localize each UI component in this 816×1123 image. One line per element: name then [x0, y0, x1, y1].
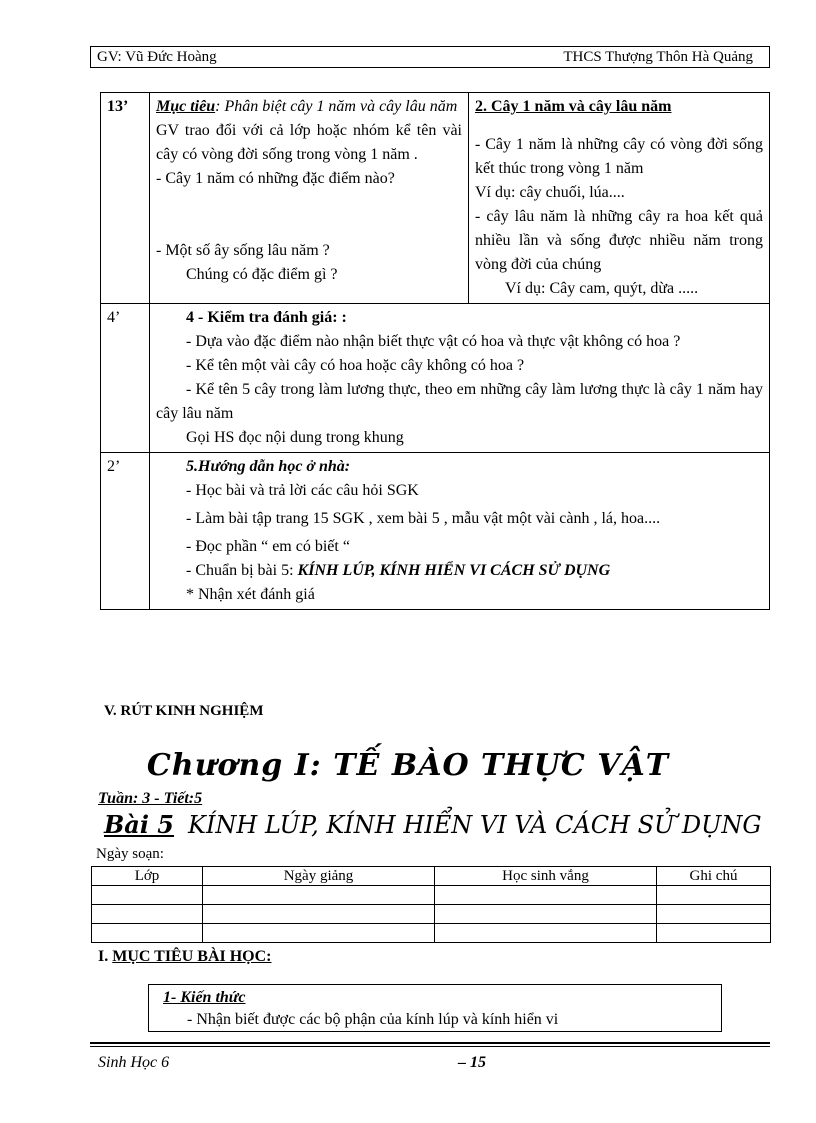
paragraph: - Làm bài tập trang 15 SGK , xem bài 5 , mẫu vật một vài cành , lá, hoa....	[186, 510, 661, 527]
question: - Một số ây sống lâu năm ?	[156, 242, 330, 259]
spacer	[156, 191, 462, 239]
week-lesson: Tuần: 3 - Tiết:5	[98, 790, 203, 807]
example: Ví dụ: Cây cam, quýt, dừa .....	[505, 280, 699, 297]
page-number: – 15	[458, 1054, 486, 1071]
paragraph: - Kể tên 5 cây trong làm lương thực, theo em những cây làm lương thực là cây 1 năm hay cây lâu năm	[156, 381, 763, 422]
teacher-name: GV: Vũ Đức Hoàng	[97, 49, 217, 65]
paragraph: * Nhận xét đánh giá	[186, 586, 315, 603]
paragraph: Gọi HS đọc nội dung trong khung	[186, 429, 404, 446]
footer-subject: Sinh Học 6	[98, 1054, 170, 1071]
class-table	[91, 866, 771, 943]
objectives-heading: I. MỤC TIÊU BÀI HỌC:	[98, 948, 272, 965]
assessment-cell	[150, 304, 770, 453]
paragraph: - Kể tên một vài cây có hoa hoặc cây không có hoa ?	[186, 357, 525, 374]
table-row	[101, 453, 770, 610]
section-title: 2. Cây 1 năm và cây lâu năm	[475, 98, 672, 115]
table-header-row	[92, 867, 771, 886]
footer-divider	[90, 1042, 770, 1044]
objective-line: Mục tiêu: Phân biệt cây 1 năm và cây lâu năm	[156, 98, 458, 115]
time-cell: 2’	[101, 453, 150, 610]
lesson-title	[104, 810, 762, 839]
homework-cell	[150, 453, 770, 610]
example: Ví dụ: cây chuối, lúa....	[475, 184, 625, 201]
knowledge-heading: 1- Kiến thức	[163, 989, 246, 1006]
page-header	[90, 46, 770, 68]
lesson-table	[100, 92, 770, 610]
table-row	[101, 304, 770, 453]
knowledge-text: - Nhận biết được các bộ phận của kính lúp và kính hiển vi	[187, 1011, 559, 1028]
question: Chúng có đặc điểm gì ?	[186, 266, 338, 283]
content-cell	[469, 93, 770, 304]
paragraph: - Chuẩn bị bài 5: KÍNH LÚP, KÍNH HIỂN VI CÁCH SỬ DỤNG	[186, 562, 611, 579]
paragraph: - Dựa vào đặc điểm nào nhận biết thực vật có hoa và thực vật không có hoa ?	[186, 333, 681, 350]
table-row	[92, 886, 771, 905]
table-row	[92, 905, 771, 924]
date-label: Ngày soạn:	[96, 846, 164, 862]
paragraph: GV trao đổi với cả lớp hoặc nhóm kể tên vài cây có vòng đời sống trong vòng 1 năm .	[156, 122, 462, 163]
footer-divider	[90, 1046, 770, 1047]
paragraph: - cây lâu năm là những cây ra hoa kết quả nhiều lần và sống được nhiều năm trong vòng đời của chúng	[475, 208, 763, 273]
section-title: 4 - Kiểm tra đánh giá: :	[186, 309, 347, 326]
section-heading: V. RÚT KINH NGHIỆM	[104, 703, 264, 719]
col-header: Ngày giảng	[203, 867, 435, 886]
col-header: Học sinh vắng	[435, 867, 657, 886]
lesson-number: Bài 5	[104, 810, 175, 839]
chapter-title: Chương I: TẾ BÀO THỰC VẬT	[146, 748, 670, 783]
table-row	[101, 93, 770, 304]
time-cell: 13’	[101, 93, 150, 304]
col-header: Lớp	[92, 867, 203, 886]
lesson-name: KÍNH LÚP, KÍNH HIỂN VI VÀ CÁCH SỬ DỤNG	[188, 811, 762, 839]
knowledge-box	[148, 984, 722, 1032]
section-title: 5.Hướng dẫn học ở nhà:	[186, 458, 351, 475]
teacher-activity-cell	[150, 93, 469, 304]
school-name: THCS Thượng Thôn Hà Quảng	[563, 49, 753, 65]
time-cell: 4’	[101, 304, 150, 453]
table-row	[92, 924, 771, 943]
question: - Cây 1 năm có những đặc điểm nào?	[156, 170, 395, 187]
paragraph: - Học bài và trả lời các câu hỏi SGK	[186, 482, 419, 499]
col-header: Ghi chú	[657, 867, 771, 886]
paragraph: - Cây 1 năm là những cây có vòng đời sống kết thúc trong vòng 1 năm	[475, 136, 763, 177]
paragraph: - Đọc phần “ em có biết “	[186, 538, 350, 555]
